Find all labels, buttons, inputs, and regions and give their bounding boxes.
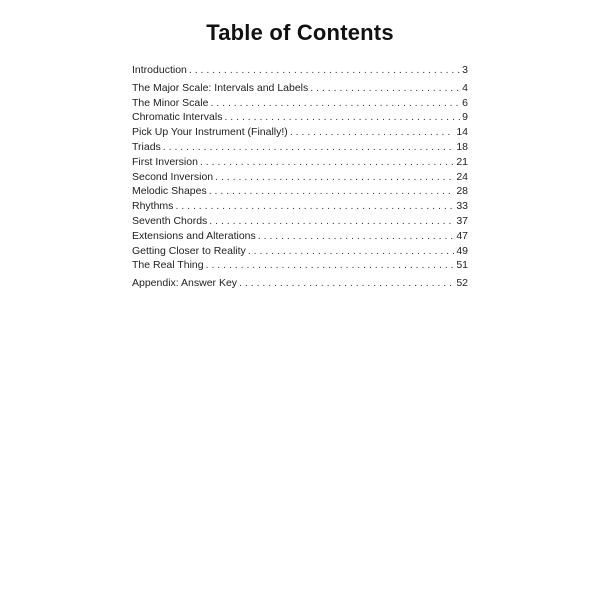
toc-entry-page: 47 [456,229,468,242]
toc-entry-page: 49 [456,244,468,257]
toc-entry-page: 6 [462,96,468,109]
toc-entry-page: 33 [456,200,468,213]
toc-entry [132,155,468,170]
dot-leader [209,214,454,229]
toc-entry [132,276,468,291]
dot-leader [290,125,455,140]
toc-entry-page: 4 [462,81,468,94]
toc-entry-page: 18 [456,140,468,153]
dot-leader [189,63,460,78]
dot-leader [175,199,454,214]
toc-entry [132,244,468,259]
toc-entry-label: Rhythms [132,200,174,213]
toc-entry [132,110,468,125]
toc-entry [132,258,468,273]
toc-entry-page: 14 [456,126,468,139]
toc-entry [132,199,468,214]
toc-entry [132,96,468,111]
page-title: Table of Contents [206,20,394,45]
toc-entry-page: 37 [456,214,468,227]
toc-entry-label: The Major Scale: Intervals and Labels [132,81,309,94]
dot-leader [258,229,455,244]
toc-entry-page: 28 [456,185,468,198]
toc-entry-label: Melodic Shapes [132,185,207,198]
toc-entry-page: 52 [456,277,468,290]
toc-entry [132,125,468,140]
toc-entry-label: Pick Up Your Instrument (Finally!) [132,126,288,139]
dot-leader [248,244,455,259]
dot-leader [163,140,455,155]
toc-entry-label: Seventh Chords [132,214,208,227]
toc-entry-page: 24 [456,170,468,183]
toc-entry-page: 21 [456,155,468,168]
toc-entry-page: 51 [456,259,468,272]
toc-entry [132,229,468,244]
toc-entry-page: 3 [462,64,468,76]
dot-leader [310,81,460,96]
toc-entry-label: Introduction [132,64,187,76]
dot-leader [239,276,454,291]
dot-leader [200,155,454,170]
dot-leader [210,96,460,111]
table-of-contents [132,63,468,291]
toc-entry-label: Getting Closer to Reality [132,244,246,257]
toc-entry [132,214,468,229]
toc-entry [132,63,468,78]
toc-entry-label: Appendix: Answer Key [132,277,238,290]
toc-entry-label: Extensions and Alterations [132,229,256,242]
dot-leader [206,258,455,273]
dot-leader [215,170,454,185]
toc-entry-label: The Minor Scale [132,96,209,109]
toc-entry-label: Triads [132,140,161,153]
toc-entry [132,140,468,155]
toc-entry-page: 9 [462,111,468,124]
toc-entry-label: First Inversion [132,155,198,168]
toc-entry-label: Second Inversion [132,170,214,183]
toc-entry-label: Chromatic Intervals [132,111,223,124]
dot-leader [224,110,460,125]
toc-entry-label: The Real Thing [132,259,204,272]
toc-entry [132,184,468,199]
toc-entry [132,170,468,185]
dot-leader [209,184,455,199]
toc-entry [132,81,468,96]
